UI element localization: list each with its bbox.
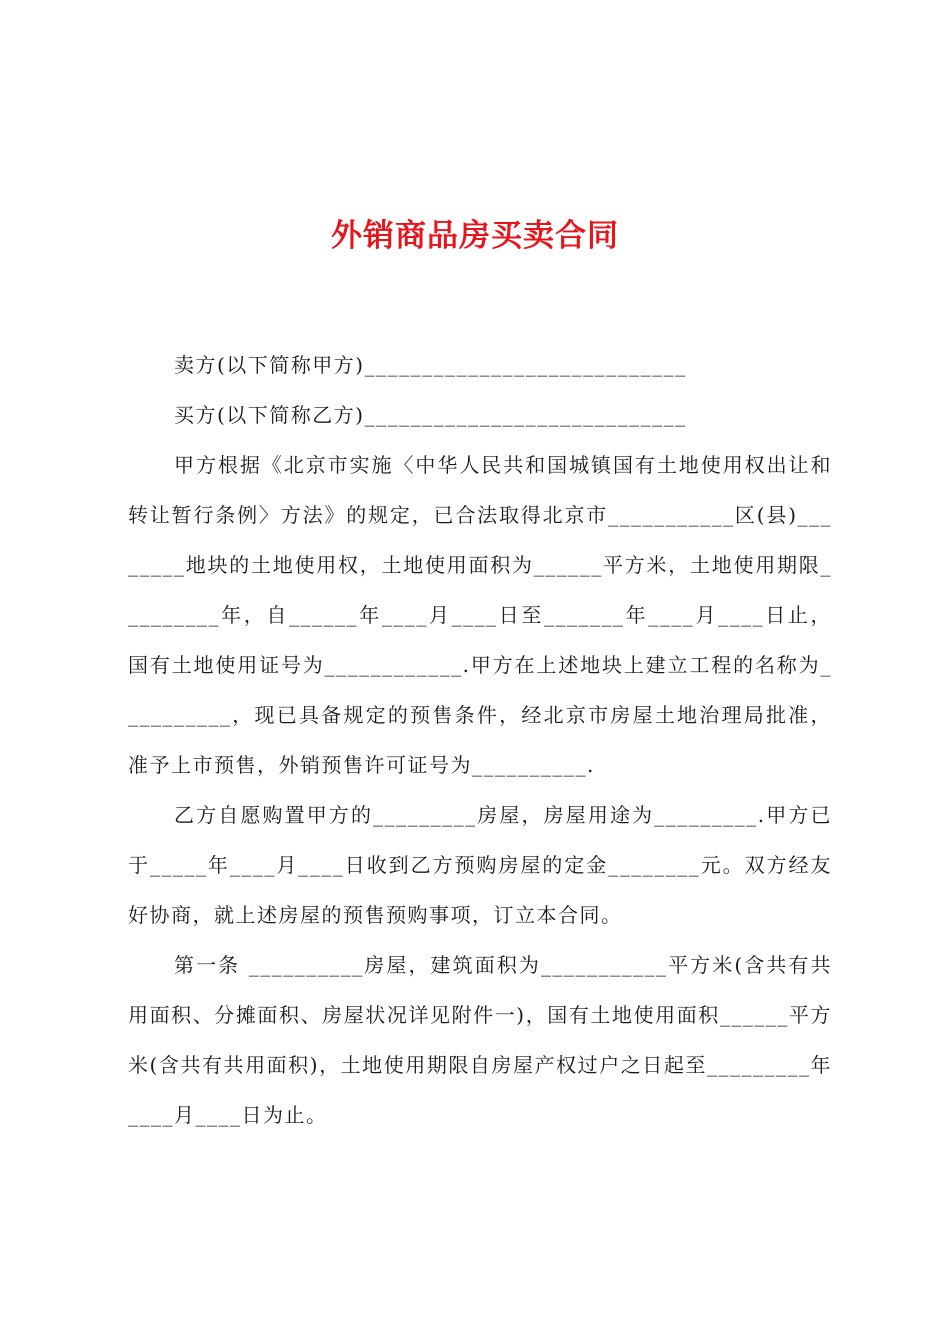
- seller-line: 卖方(以下简称甲方)____________________________: [174, 353, 687, 377]
- document-body: [128, 340, 832, 1140]
- buyer-line: 买方(以下简称乙方)____________________________: [174, 403, 687, 427]
- preamble-paragraph: 甲方根据《北京市实施〈中华人民共和国城镇国有土地使用权出让和转让暂行条例〉方法》的规定，已合法取得北京市___________区(县)________地块的土地使用权，土地使用面积为______平方米，土地使用期限_________年，自______年____月____日至_______年____月____日止，国有土地使用证号为____________.甲方在上述地块上建立工程的名称为__________，现已具备规定的预售条件，经北京市房屋土地治理局批准，准予上市预售，外销预售许可证号为__________.: [128, 453, 832, 777]
- purchase-paragraph: 乙方自愿购置甲方的_________房屋，房屋用途为_________.甲方已于_____年____月____日收到乙方预购房屋的定金________元。双方经友好协商，就上述房屋的预售预购事项，订立本合同。: [128, 803, 832, 927]
- document-title: 外销商品房买卖合同: [331, 218, 619, 254]
- article-one-paragraph: 第一条 __________房屋，建筑面积为___________平方米(含共有共用面积、分摊面积、房屋状况详见附件一)，国有土地使用面积______平方米(含共有共用面积)，土地使用期限自房屋产权过户之日起至_________年____月____日为止。: [128, 953, 832, 1127]
